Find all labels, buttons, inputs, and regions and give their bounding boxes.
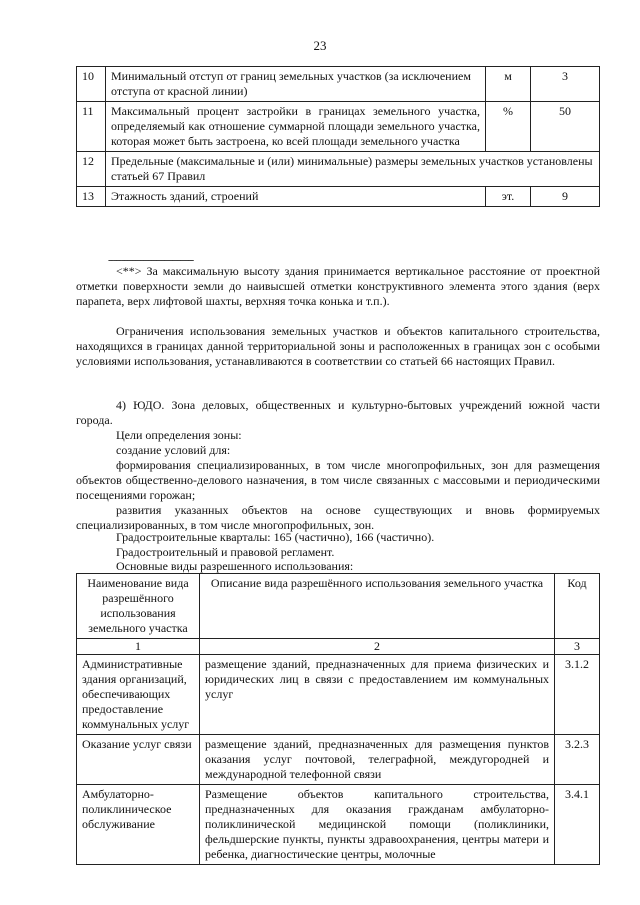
zone-title: 4) ЮДО. Зона деловых, общественных и культурно-бытовых учреждений южной части города. [76,398,600,427]
use-description: размещение зданий, предназначенных для приема физических и юридических лиц в связи с предоставлением им коммунальных услуг [200,655,555,735]
row-name: Максимальный процент застройки в границах земельного участка, определяемый как отношение суммарной площади земельного участка, которая может быть застроена, ко всей площади земельного участка [106,102,486,152]
footnote-rule: -------------------------------- [108,254,194,266]
row-value: 3 [531,67,600,102]
goal-item: формирования специализированных, в том числе многопрофильных, зон для размещения объектов общественно-делового назначения, в том числе связанных с массовыми и периодическими посещениями горожан; [76,458,600,502]
column-number: 3 [555,639,600,655]
row-unit: м [486,67,531,102]
table-row [77,67,600,102]
page-number: 23 [313,38,327,53]
column-number-row [77,639,600,655]
row-name: Минимальный отступ от границ земельных участков (за исключением отступа от красной линии) [106,67,486,102]
table-row [77,785,600,865]
row-name: Предельные (максимальные и (или) минимальные) размеры земельных участков установлены статьей 67 Правил [106,152,600,187]
table-row [77,152,600,187]
footnote-text: <**> За максимальную высоту здания принимается вертикальное расстояние от проектной отметки поверхности земли до наивысшей отметки конструктивного элемента этого здания (верх парапета, верх лифтовой шахты, верхняя точка конька и т.п.). [76,264,600,308]
use-code: 3.2.3 [555,735,600,785]
goal-item: развития указанных объектов на основе существующих и вновь формируемых специализированных, в том числе многопрофильных, зон. [76,503,600,532]
table-row [77,102,600,152]
regulation-text: Градостроительный и правовой регламент. [116,545,335,559]
column-number: 2 [200,639,555,655]
row-number: 11 [77,102,106,152]
column-number: 1 [77,639,200,655]
row-name: Этажность зданий, строений [106,187,486,207]
use-name: Оказание услуг связи [77,735,200,785]
row-unit: % [486,102,531,152]
use-name: Административные здания организаций, обеспечивающих предоставление коммунальных услуг [77,655,200,735]
row-value: 50 [531,102,600,152]
row-value: 9 [531,187,600,207]
use-code: 3.1.2 [555,655,600,735]
column-header: Наименование вида разрешённого использования земельного участка [77,574,200,639]
main-uses-heading: Основные виды разрешенного использования: [116,559,354,573]
use-code: 3.4.1 [555,785,600,865]
use-name: Амбулаторно-поликлиническое обслуживание [77,785,200,865]
column-header: Описание вида разрешённого использования земельного участка [200,574,555,639]
row-number: 10 [77,67,106,102]
goals-heading: Цели определения зоны: [116,428,242,442]
uses-table [76,573,600,865]
use-description: Размещение объектов капитального строительства, предназначенных для оказания гражданам амбулаторно-поликлинической медицинской помощи (поликлиники, фельдшерские пункты, пункты здравоохранения, центры матери и ребенка, диагностические центры, молочные [200,785,555,865]
table-row [77,655,600,735]
table-header-row [77,574,600,639]
row-number: 13 [77,187,106,207]
quarters-text: Градостроительные кварталы: 165 (частично), 166 (частично). [116,530,435,544]
goals-intro: создание условий для: [116,443,231,457]
use-description: размещение зданий, предназначенных для размещения пунктов оказания услуг почтовой, телеграфной, междугородней и международной телефонной связи [200,735,555,785]
params-table [76,66,600,207]
table-row [77,187,600,207]
restrictions-paragraph: Ограничения использования земельных участков и объектов капитального строительства, находящихся в границах данной территориальной зоны и расположенных в границах зон с особыми условиями использования, устанавливаются в соответствии со статьей 66 настоящих Правил. [76,324,600,368]
row-number: 12 [77,152,106,187]
row-unit: эт. [486,187,531,207]
column-header: Код [555,574,600,639]
table-row [77,735,600,785]
